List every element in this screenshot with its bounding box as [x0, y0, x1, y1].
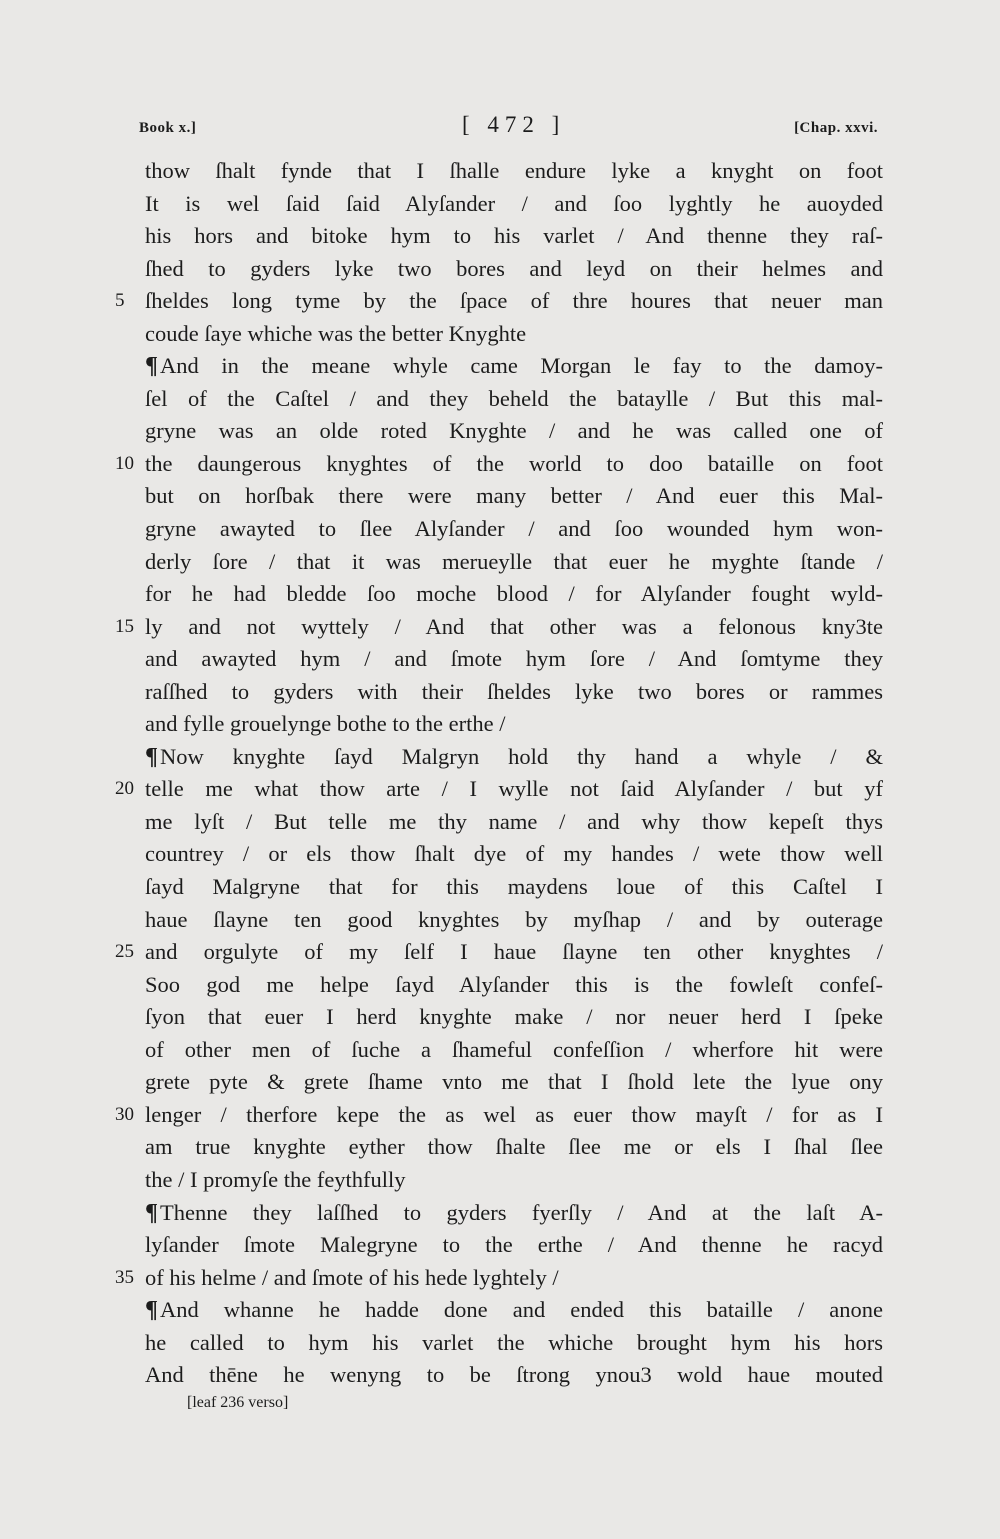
line-text: lyſander ſmote Malegryne to the erthe / And thenne he racyd	[145, 1232, 883, 1258]
line-text: grete pyte & grete ſhame vnto me that I ſhold lete the lyue ony	[145, 1069, 883, 1095]
line-text: gryne was an olde roted Knyghte / and he was called one of	[145, 418, 883, 444]
line-text: countrey / or els thow ſhalt dye of my handes / wete thow well	[145, 841, 883, 867]
line-text: derly ſore / that it was merueylle that euer he myghte ſtande /	[145, 548, 883, 574]
text-line	[145, 546, 883, 579]
text-line	[145, 1327, 883, 1360]
line-text: of his helme / and ſmote of his hede lyghtely /	[145, 1264, 559, 1290]
text-line	[145, 1164, 883, 1197]
line-text: the daungerous knyghtes of the world to doo bataille on foot	[145, 450, 883, 476]
line-number: 35	[115, 1266, 134, 1288]
text-line	[115, 1262, 883, 1295]
line-text: Soo god me helpe ſayd Alyſander this is the fowleſt confeſ-	[145, 971, 883, 997]
pilcrow-mark: ¶	[145, 353, 158, 380]
leaf-note: [leaf 236 verso]	[187, 1394, 289, 1411]
text-line	[145, 480, 883, 513]
line-text: the / I promyſe the feythfully	[145, 1166, 406, 1192]
line-text: It is wel ſaid ſaid Alyſander / and ſoo lyghtly he auoyded	[145, 190, 883, 216]
text-line	[145, 350, 883, 383]
line-text: haue ſlayne ten good knyghtes by myſhap / and by outerage	[145, 906, 883, 932]
pilcrow-mark: ¶	[145, 743, 158, 770]
text-line	[145, 1229, 883, 1262]
text-line	[115, 448, 883, 481]
text-line	[145, 188, 883, 221]
line-text: ly and not wyttely / And that other was a felonous kny3te	[145, 613, 883, 639]
line-text: me lyſt / But telle me thy name / and why thow kepeſt thys	[145, 808, 883, 834]
text-line	[145, 220, 883, 253]
text-line	[145, 969, 883, 1002]
page-number: [ 472 ]	[462, 112, 566, 137]
line-text: gryne awayted to ſlee Alyſander / and ſoo wounded hym won-	[145, 516, 883, 542]
running-header	[0, 112, 1000, 146]
line-text: ſhed to gyders lyke two bores and leyd on their helmes and	[145, 255, 883, 281]
text-line	[115, 1099, 883, 1132]
line-number: 25	[115, 941, 134, 963]
text-line	[145, 383, 883, 416]
line-text: his hors and bitoke hym to his varlet / And thenne they raſ-	[145, 223, 883, 249]
text-line	[115, 773, 883, 806]
line-text: ſyon that euer I herd knyghte make / nor neuer herd I ſpeke	[145, 1004, 883, 1030]
line-text: And thēne he wenyng to be ſtrong ynou3 wold haue mouted	[145, 1362, 883, 1388]
text-line	[145, 253, 883, 286]
line-text: Thenne they laſſhed to gyders fyerſly / And at the laſt A-	[159, 1199, 883, 1225]
line-number: 20	[115, 778, 134, 800]
text-line	[145, 806, 883, 839]
text-line	[145, 1359, 883, 1392]
line-text: and fylle grouelynge bothe to the erthe /	[145, 711, 506, 737]
line-text: but on horſbak there were many better / And euer this Mal-	[145, 483, 883, 509]
text-line	[145, 1034, 883, 1067]
line-number: 5	[115, 290, 125, 312]
text-line	[145, 1001, 883, 1034]
line-text: lenger / therfore kepe the as wel as euer thow mayſt / for as I	[145, 1101, 883, 1127]
line-text: Now knyghte ſayd Malgryn hold thy hand a whyle / &	[159, 743, 883, 769]
line-text: thow ſhalt fynde that I ſhalle endure lyke a knyght on foot	[145, 158, 883, 183]
text-line	[115, 285, 883, 318]
line-text: raſſhed to gyders with their ſheldes lyke two bores or rammes	[145, 678, 883, 704]
pilcrow-mark: ¶	[145, 1199, 158, 1226]
text-line	[145, 1066, 883, 1099]
text-line	[145, 1131, 883, 1164]
body-text	[115, 155, 883, 1392]
text-line	[145, 871, 883, 904]
text-line	[145, 513, 883, 546]
line-text: am true knyghte eyther thow ſhalte ſlee me or els I ſhal ſlee	[145, 1134, 883, 1160]
line-text: and orgulyte of my ſelf I haue ſlayne ten other knyghtes /	[145, 939, 883, 965]
text-line	[145, 643, 883, 676]
line-text: And whanne he hadde done and ended this bataille / anone	[159, 1297, 883, 1323]
pilcrow-mark: ¶	[145, 1297, 158, 1324]
line-text: ſel of the Caſtel / and they beheld the bataylle / But this mal-	[145, 385, 883, 411]
text-line	[145, 1197, 883, 1230]
line-text: for he had bledde ſoo moche blood / for Alyſander fought wyld-	[145, 581, 883, 607]
line-number: 10	[115, 452, 134, 474]
text-line	[145, 838, 883, 871]
text-line	[145, 318, 883, 351]
line-text: of other men of ſuche a ſhameful confeſſion / wherfore hit were	[145, 1036, 883, 1062]
line-text: coude ſaye whiche was the better Knyghte	[145, 320, 527, 346]
line-text: he called to hym his varlet the whiche brought hym his hors	[145, 1329, 883, 1355]
text-line	[145, 415, 883, 448]
text-line	[145, 676, 883, 709]
text-line	[115, 936, 883, 969]
line-number: 15	[115, 615, 134, 637]
line-text: telle me what thow arte / I wylle not ſaid Alyſander / but yf	[145, 776, 883, 802]
text-line	[115, 611, 883, 644]
chapter-number: [Chap. xxvi.	[794, 120, 878, 136]
text-line	[145, 741, 883, 774]
line-number: 30	[115, 1103, 134, 1125]
text-line	[145, 578, 883, 611]
text-line	[145, 708, 883, 741]
text-line	[145, 904, 883, 937]
text-line	[145, 155, 883, 188]
book-number: Book x.]	[139, 120, 197, 136]
text-line	[145, 1294, 883, 1327]
line-text: and awayted hym / and ſmote hym ſore / And ſomtyme they	[145, 646, 883, 672]
line-text: ſayd Malgryne that for this maydens loue of this Caſtel I	[145, 874, 883, 900]
line-text: ſheldes long tyme by the ſpace of thre houres that neuer man	[145, 288, 883, 314]
line-text: And in the meane whyle came Morgan le fay to the damoy-	[159, 353, 883, 379]
